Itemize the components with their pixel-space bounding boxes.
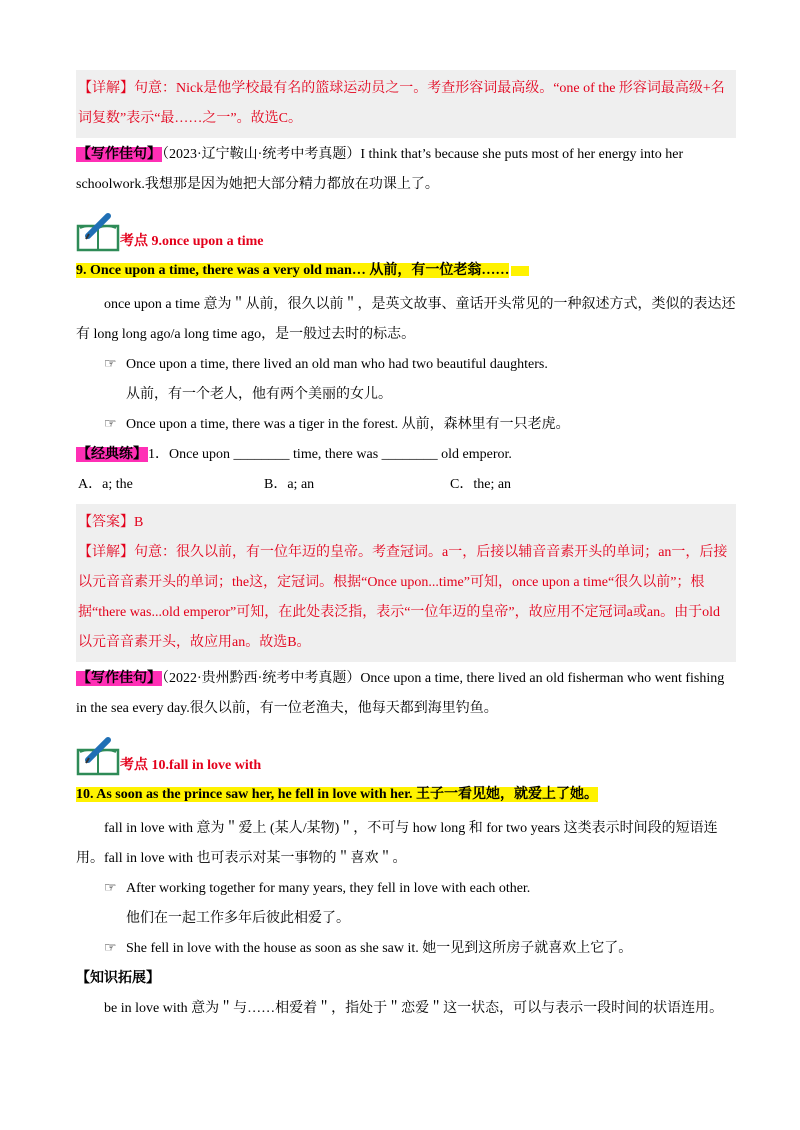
- document-page: [76, 70, 736, 1024]
- point-heading-text: 考点 9.once upon a time: [120, 234, 264, 249]
- option-b: B．a; an: [264, 477, 315, 492]
- detail-tag: 【详解】: [78, 81, 134, 96]
- practice-tag: 【经典练】: [77, 447, 147, 462]
- writing-sentence: [76, 664, 736, 724]
- example-text: Once upon a time, there lived an old man who had two beautiful daughters.: [126, 357, 548, 372]
- detail-tag: 【详解】: [78, 545, 134, 560]
- knowledge-extension-tag: 【知识拓展】: [76, 971, 160, 986]
- point-heading-text: 考点 10.fall in love with: [120, 758, 262, 773]
- pointing-hand-icon: ☞: [104, 417, 117, 432]
- practice-text: 1．Once upon ________ time, there was ________ old emperor.: [148, 447, 512, 462]
- detail-text: 句意：很久以前，有一位年迈的皇帝。考查冠词。a一，后接以辅音音素开头的单词；an一，后接以元音音素开头的单词；the这，定冠词。根据“Once upon...time”可知，once upon a time“很久以前”；根据“there was...old emperor”可知，在此处表泛指，表示“一位年迈的皇帝”，故应用不定冠词a或an。由于old以元音音素开头，故应用an。故选B。: [78, 545, 728, 650]
- example-item: [104, 874, 736, 904]
- option-c: C．the; an: [450, 477, 512, 492]
- writing-sentence: [76, 140, 736, 200]
- example-translation: 从前，有一个老人，他有两个美丽的女儿。: [126, 387, 392, 402]
- answer-tag: 【答案】: [78, 515, 134, 530]
- answer-line: [78, 508, 732, 538]
- example-text: After working together for many years, they fell in love with each other.: [126, 881, 531, 896]
- example-item: [104, 410, 736, 440]
- point-title: 9. Once upon a time, there was a very old man… 从前，有一位老翁……: [76, 256, 736, 286]
- book-pencil-icon: [76, 736, 120, 776]
- example-translation: 他们在一起工作多年后彼此相爱了。: [126, 911, 350, 926]
- answer-options: [76, 470, 736, 500]
- book-pencil-icon: [76, 212, 120, 252]
- answer-value: B: [134, 515, 144, 530]
- answer-detail-box: [76, 504, 736, 662]
- example-item: [104, 934, 736, 964]
- detail-line: [78, 538, 732, 658]
- example-text: Once upon a time, there was a tiger in the forest. 从前，森林里有一只老虎。: [126, 417, 570, 432]
- pointing-hand-icon: ☞: [104, 941, 117, 956]
- highlight-tail: [511, 266, 529, 276]
- writing-text: （2023·辽宁鞍山·统考中考真题）I think that’s because she puts most of her energy into her schoolwork.我想那是因为她把大部分精力都放在功课上了。: [76, 147, 684, 192]
- knowledge-extension-text: be in love with 意为＂与……相爱着＂，指处于＂恋爱＂这一状态，可以与表示一段时间的状语连用。: [104, 1001, 724, 1016]
- practice-question: [76, 440, 736, 470]
- explanation-paragraph: fall in love with 意为＂爱上 (某人/某物)＂，不可与 how long 和 for two years 这类表示时间段的短语连用。fall in love with 也可表示对某一事物的＂喜欢＂。: [76, 821, 718, 866]
- explanation-paragraph: once upon a time 意为＂从前，很久以前＂，是英文故事、童话开头常见的一种叙述方式，类似的表达还有 long long ago/a long time ago，是一般过去时的标志。: [76, 297, 736, 342]
- example-text: She fell in love with the house as soon as she saw it. 她一见到这所房子就喜欢上它了。: [126, 941, 633, 956]
- example-item: [104, 350, 736, 380]
- point-heading-9: [76, 212, 736, 252]
- detail-box: [76, 70, 736, 138]
- writing-tag: 【写作佳句】: [77, 147, 161, 162]
- pointing-hand-icon: ☞: [104, 881, 117, 896]
- writing-tag: 【写作佳句】: [77, 671, 161, 686]
- pointing-hand-icon: ☞: [104, 357, 117, 372]
- point-heading-10: [76, 736, 736, 776]
- option-a: A．a; the: [78, 477, 133, 492]
- writing-text: （2022·贵州黔西·统考中考真题）Once upon a time, there lived an old fisherman who went fishing in the sea every day.很久以前，有一位老渔夫，他每天都到海里钓鱼。: [76, 671, 725, 716]
- detail-text: 句意：Nick是他学校最有名的篮球运动员之一。考查形容词最高级。“one of the 形容词最高级+名词复数”表示“最……之一”。故选C。: [78, 81, 725, 126]
- point-title: 10. As soon as the prince saw her, he fell in love with her. 王子一看见她，就爱上了她。: [76, 787, 599, 802]
